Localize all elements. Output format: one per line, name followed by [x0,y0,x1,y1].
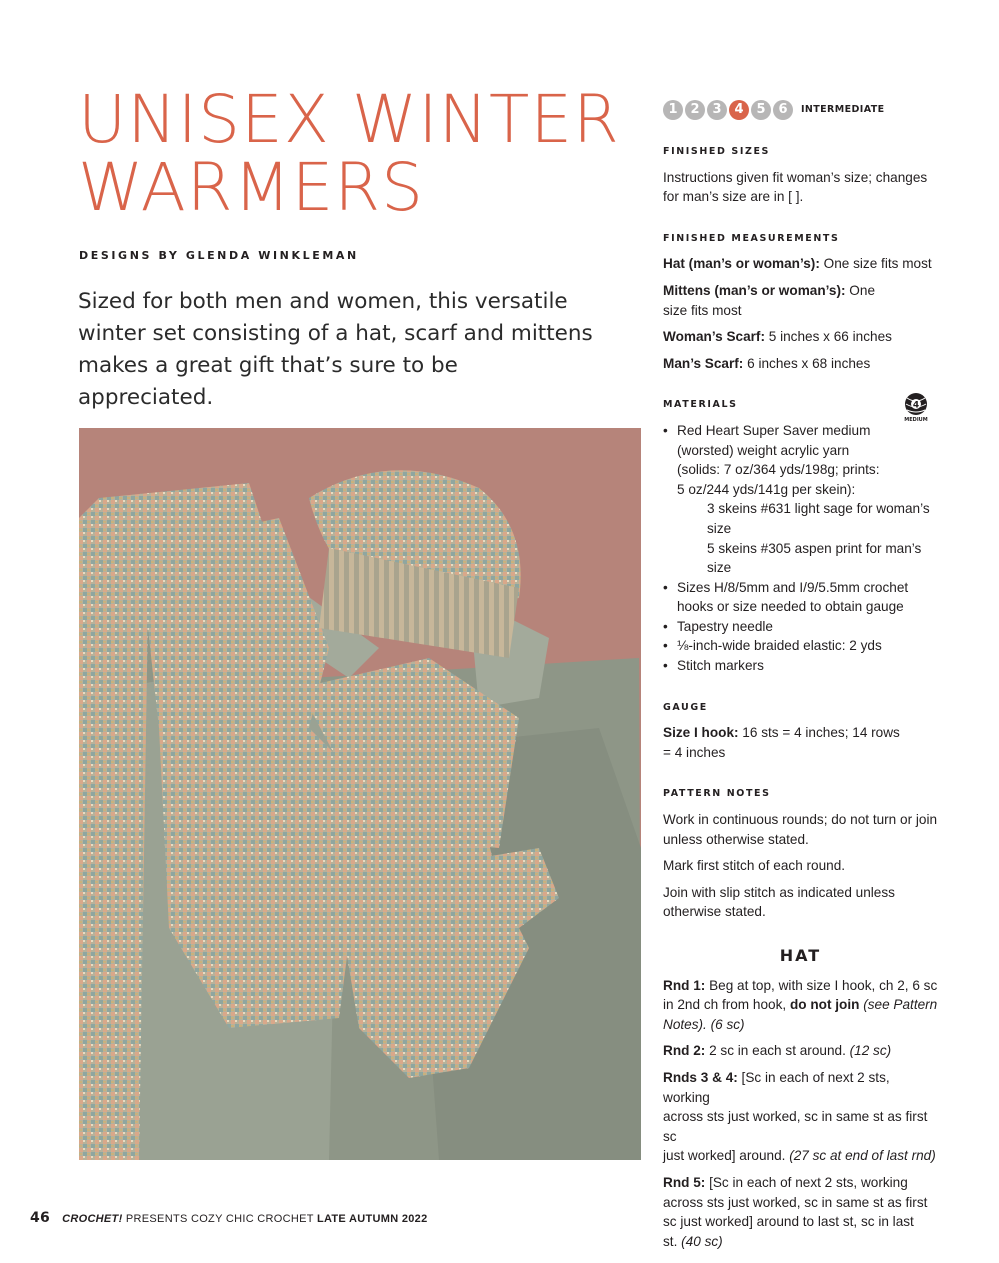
medium-yarn-weight-icon [898,392,934,422]
text-line: • ⅛-inch-wide braided elastic: 2 yds [677,638,882,654]
pattern-note [663,856,938,876]
materials-list [663,421,938,676]
text-line: (worsted) weight acrylic yarn [677,442,850,458]
label: Hat (man’s or woman’s): [663,256,820,272]
text: st. [663,1233,682,1249]
value: One [845,282,876,298]
finished-measurements-heading: FINISHED MEASUREMENTS [663,232,840,244]
text-line: unless otherwise stated. [663,831,809,847]
text: (see Pattern [859,997,938,1013]
hat-section-heading: HAT [779,946,822,965]
text-line: Instructions given fit woman’s size; changes [663,169,928,185]
pattern-sidebar [663,100,938,1258]
skill-dot-2: 2 [685,100,705,120]
text-line: hooks or size needed to obtain gauge [677,599,904,615]
text-line: Join with slip stitch as indicated unless [663,884,895,900]
list-item [663,617,938,637]
designer-byline: DESIGNS BY GLENDA WINKLEMAN [79,249,359,262]
intro-line: makes a great gift that’s sure to be appreciated. [78,353,458,410]
text: [Sc in each of next 2 sts, working [705,1174,908,1190]
text-line: • Stitch markers [677,658,764,674]
list-item [663,421,938,578]
intro-line: Sized for both men and women, this versatile [78,289,568,314]
page-footer [30,1210,428,1226]
value: 16 sts = 4 inches; 14 rows [738,725,900,741]
article-title [78,81,648,226]
page-number: 46 [30,1210,51,1226]
footer-series: COZY CHIC CROCHET [190,1213,317,1225]
text: (12 sc) [849,1043,892,1059]
measurement-mittens [663,281,938,320]
text: in 2nd ch from hook, [663,997,790,1013]
text-line: • Red Heart Super Saver medium [677,422,871,438]
label: Rnd 2: [663,1043,706,1059]
text-line: • Sizes H/8/5mm and I/9/5.5mm crochet [677,579,909,595]
text: 2 sc in each st around. [705,1043,850,1059]
label: Rnd 5: [663,1174,706,1190]
pattern-note [663,810,938,849]
skill-dot-1: 1 [663,100,683,120]
text: across sts just worked, sc in same st as first sc [663,1109,928,1144]
magazine-name: CROCHET! [62,1213,123,1225]
footer-issue: LATE AUTUMN 2022 [316,1213,428,1225]
label: Size I hook: [663,725,739,741]
text-line: otherwise stated. [663,904,766,920]
label: Rnds 3 & 4: [663,1069,738,1085]
value: 6 inches x 68 inches [743,355,871,371]
hat-round-5 [663,1173,938,1251]
text: across sts just worked, sc in same st as first [663,1194,928,1210]
skill-level [663,100,938,120]
materials-heading: MATERIALS [663,399,738,411]
value: = 4 inches [663,744,726,760]
text: Beg at top, with size I hook, ch 2, 6 sc [705,977,938,993]
text: (40 sc) [681,1233,723,1249]
pattern-notes-heading: PATTERN NOTES [663,788,771,800]
footer-text: PRESENTS [122,1213,191,1225]
text: just worked] around. [663,1148,790,1164]
skill-label: INTERMEDIATE [801,104,885,116]
finished-sizes-heading: FINISHED SIZES [663,146,770,157]
label: Woman’s Scarf: [663,329,765,345]
yarn-icon-label: MEDIUM [904,417,928,422]
yarn-icon-number: 4 [912,400,920,411]
sub-item: 3 skeins #631 light sage for woman’s size [707,501,930,536]
intro-paragraph [78,286,598,414]
list-item [663,636,938,656]
text: Notes). (6 sc) [663,1016,745,1032]
value: size fits most [663,302,742,318]
list-item [663,578,938,617]
text: do not join [789,997,860,1013]
pattern-note [663,883,938,922]
text-line: for man’s size are in [ ]. [663,189,804,205]
list-item [663,656,938,676]
measurement-mans-scarf [663,354,938,374]
hat-round-1 [663,976,938,1035]
text-line: Work in continuous rounds; do not turn or join [663,812,938,828]
title-line-1: UNISEX WINTER [78,81,620,158]
sub-item: 5 skeins #305 aspen print for man’s size [707,540,922,576]
measurement-womans-scarf [663,327,938,347]
text: [Sc in each of next 2 sts, working [663,1069,890,1105]
label: Rnd 1: [663,977,706,993]
text: sc just worked] around to last st, sc in last [663,1214,914,1230]
hat-round-2 [663,1041,938,1061]
gauge-heading: GAUGE [663,701,708,713]
label: Man’s Scarf: [663,355,744,371]
intro-line: winter set consisting of a hat, scarf and mittens [78,321,593,346]
hat-rounds-3-4 [663,1068,938,1166]
label: Mittens (man’s or woman’s): [663,282,846,298]
value: 5 inches x 66 inches [764,329,892,345]
finished-sizes-text [663,168,938,207]
skill-dot-4-active: 4 [729,100,749,120]
text-line: 5 oz/244 yds/141g per skein): [677,481,856,497]
skill-dot-3: 3 [707,100,727,120]
measurement-hat [663,254,938,274]
value: One size fits most [819,256,932,272]
text-line: • Tapestry needle [677,618,773,634]
text-line: (solids: 7 oz/364 yds/198g; prints: [677,462,880,478]
text: (27 sc at end of last rnd) [789,1148,936,1164]
skill-dot-6: 6 [773,100,793,120]
gauge-text [663,723,938,762]
skill-dot-5: 5 [751,100,771,120]
title-line-2: WARMERS [78,149,425,226]
product-photo [79,428,641,1160]
text-line: Mark first stitch of each round. [663,858,846,874]
